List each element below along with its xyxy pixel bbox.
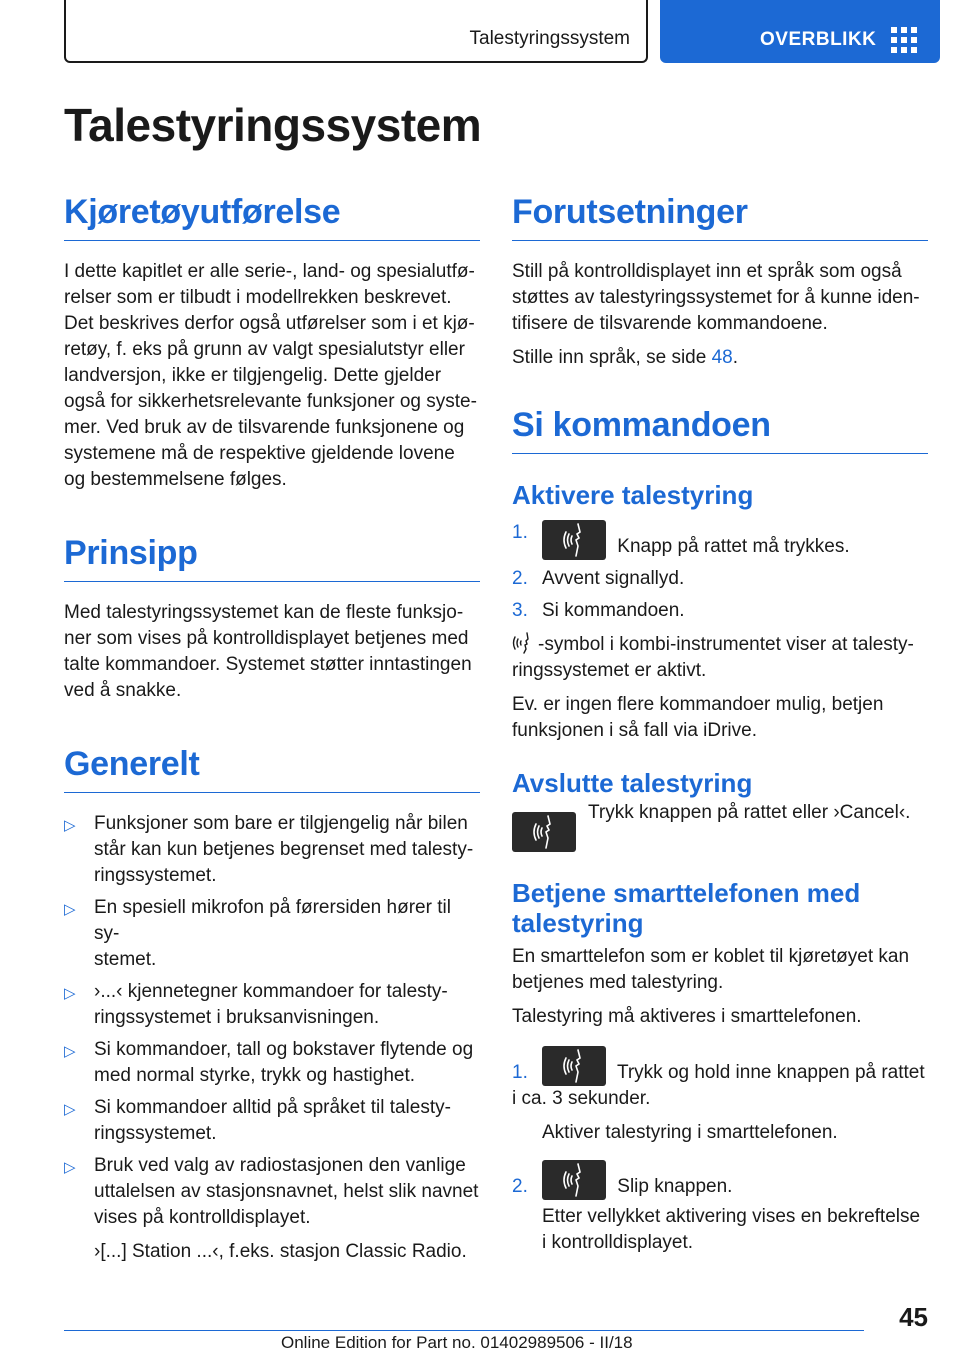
section-title-vehicle: Kjøretøyutførelse — [64, 192, 480, 241]
text-line: ved å snakke. — [64, 680, 182, 701]
phone-paragraph — [512, 944, 928, 996]
step-text: Slip knappen. — [617, 1176, 733, 1197]
text-line: landversjon, ikke er tilgjengelig. Dette gjelder — [64, 365, 442, 386]
page-title: Talestyringssystem — [64, 99, 482, 151]
step-text: Si kommandoen. — [542, 600, 685, 621]
voice-button-icon — [542, 520, 606, 560]
subtitle-line: talestyring — [512, 908, 644, 938]
step-number: 2. — [512, 568, 528, 589]
activate-steps — [512, 520, 928, 624]
step-subtext: Aktiver talestyring i smarttelefonen. — [542, 1122, 838, 1143]
text-line: Ev. er ingen flere kommandoer mulig, betjen — [512, 694, 884, 715]
list-item — [64, 895, 480, 973]
prerequisites-paragraph — [512, 259, 928, 337]
reference-text: Stille inn språk, se side — [512, 347, 707, 368]
triangle-bullet-icon: ▷ — [64, 1159, 76, 1176]
grid-icon — [891, 27, 917, 53]
voice-button-icon — [542, 1046, 606, 1086]
triangle-bullet-icon: ▷ — [64, 985, 76, 1002]
section-title-prerequisites: Forutsetninger — [512, 192, 928, 241]
text-line: talte kommandoer. Systemet støtter inntastingen — [64, 654, 472, 675]
step-text-cont: i ca. 3 sekunder. — [512, 1088, 651, 1109]
header-section-title: Talestyringssystem — [469, 28, 630, 49]
subtitle-end: Avslutte talestyring — [512, 768, 753, 798]
text-line: retøy, f. eks på grunn av valgt spesialutstyr eller — [64, 339, 465, 360]
text-line: systemene må de respektive gjeldende lovene — [64, 443, 455, 464]
step-item — [512, 1046, 928, 1146]
triangle-bullet-icon: ▷ — [64, 901, 76, 918]
step-item — [512, 1160, 928, 1256]
language-reference — [512, 345, 928, 371]
list-item — [64, 1037, 480, 1089]
text-line: ner som vises på kontrolldisplayet betjenes med — [64, 628, 469, 649]
step-item — [512, 598, 928, 624]
section-title-general: Generelt — [64, 744, 480, 793]
step-item — [512, 520, 928, 560]
voice-symbol-icon — [512, 632, 534, 654]
subtitle-line: Betjene smarttelefonen med — [512, 878, 861, 908]
text-line: ringssystemet. — [94, 1123, 217, 1144]
step-text: Trykk og hold inne knappen på rattet — [616, 1062, 925, 1083]
voice-button-icon — [512, 812, 576, 852]
step-number: 1. — [512, 522, 528, 543]
step-number: 1. — [512, 1062, 528, 1083]
text-line: står kan kun betjenes begrenset med talesty- — [94, 839, 474, 860]
triangle-bullet-icon: ▷ — [64, 1101, 76, 1118]
text-line: Det beskrives derfor også utførelser som i et kjø- — [64, 313, 475, 334]
text-line: Funksjoner som bare er tilgjengelig når bilen — [94, 813, 468, 834]
right-column — [512, 192, 928, 1256]
subtitle-phone — [512, 878, 928, 938]
text-line: og bestemmelsene følges. — [64, 469, 287, 490]
subtitle-activate: Aktivere talestyring — [512, 480, 754, 510]
voice-button-icon — [542, 1160, 606, 1200]
end-text: Trykk knappen på rattet eller ›Cancel‹. — [588, 802, 911, 823]
header-tab — [64, 0, 648, 63]
principle-paragraph — [64, 600, 480, 704]
triangle-bullet-icon: ▷ — [64, 1043, 76, 1060]
reference-end: . — [732, 347, 739, 368]
example-text: ›[...] Station ...‹, f.eks. stasjon Classic Radio. — [94, 1241, 467, 1262]
text-line: En smarttelefon som er koblet til kjøretøyet kan — [512, 946, 910, 967]
list-item — [64, 979, 480, 1031]
overview-label: OVERBLIKK — [760, 29, 877, 50]
end-instruction — [512, 802, 928, 854]
text-line: ringssystemet. — [94, 865, 217, 886]
footer-edition: Online Edition for Part no. 01402989506 - II/18 — [281, 1333, 633, 1352]
general-list — [64, 811, 480, 1265]
text-line: uttalelsen av stasjonsnavnet, helst slik navnet — [94, 1181, 479, 1202]
text-line: betjenes med talestyring. — [512, 972, 724, 993]
footer-divider — [64, 1330, 864, 1331]
text-line: Bruk ved valg av radiostasjonen den vanlige — [94, 1155, 466, 1176]
list-item — [64, 1095, 480, 1147]
symbol-note-text: -symbol i kombi-instrumentet viser at talesty- — [538, 634, 914, 655]
text-line: funksjonen i så fall via iDrive. — [512, 720, 757, 741]
text-line: Still på kontrolldisplayet inn et språk som også — [512, 261, 902, 282]
text-line: relser som er tilbudt i modellrekken beskrevet. — [64, 287, 452, 308]
text-line: ringssystemet i bruksanvisningen. — [94, 1007, 380, 1028]
phone-steps — [512, 1046, 928, 1256]
text-line: Si kommandoer alltid på språket til talesty- — [94, 1097, 451, 1118]
step-text: Avvent signallyd. — [542, 568, 685, 589]
text-line: vises på kontrolldisplayet. — [94, 1207, 311, 1228]
left-column — [64, 192, 480, 1265]
page-reference-link[interactable]: 48 — [711, 347, 733, 368]
idrive-note — [512, 692, 928, 744]
vehicle-paragraph — [64, 259, 480, 493]
page-number: 45 — [899, 1302, 928, 1332]
text-line: Med talestyringssystemet kan de fleste funksjo- — [64, 602, 464, 623]
symbol-note-line — [512, 632, 928, 658]
list-item — [64, 811, 480, 889]
step-text: Knapp på rattet må trykkes. — [617, 536, 850, 557]
section-title-say-command: Si kommandoen — [512, 405, 928, 454]
text-line: tifisere de tilsvarende kommandoene. — [512, 313, 828, 334]
overview-button[interactable] — [660, 0, 940, 63]
text-line: også for sikkerhetsrelevante funksjoner og syste- — [64, 391, 477, 412]
text-line: stemet. — [94, 949, 157, 970]
step-number: 3. — [512, 600, 528, 621]
phone-activate-text: Talestyring må aktiveres i smarttelefonen. — [512, 1006, 862, 1027]
step-subtext: Etter vellykket aktivering vises en bekreftelse — [542, 1206, 921, 1227]
text-line: Si kommandoer, tall og bokstaver flytende og — [94, 1039, 474, 1060]
text-line: ringssystemet er aktivt. — [512, 660, 707, 681]
list-item — [64, 1153, 480, 1265]
text-line: En spesiell mikrofon på førersiden hører til sy- — [94, 897, 451, 944]
text-line: med normal styrke, trykk og hastighet. — [94, 1065, 416, 1086]
triangle-bullet-icon: ▷ — [64, 817, 76, 834]
section-title-principle: Prinsipp — [64, 533, 480, 582]
step-number: 2. — [512, 1176, 528, 1197]
text-line: mer. Ved bruk av de tilsvarende funksjonene og — [64, 417, 465, 438]
text-line: støttes av talestyringssystemet for å kunne iden- — [512, 287, 920, 308]
step-item — [512, 566, 928, 592]
text-line: ›...‹ kjennetegner kommandoer for talesty- — [94, 981, 448, 1002]
text-line: I dette kapitlet er alle serie-, land- og spesialutfø- — [64, 261, 475, 282]
step-subtext: i kontrolldisplayet. — [542, 1232, 694, 1253]
